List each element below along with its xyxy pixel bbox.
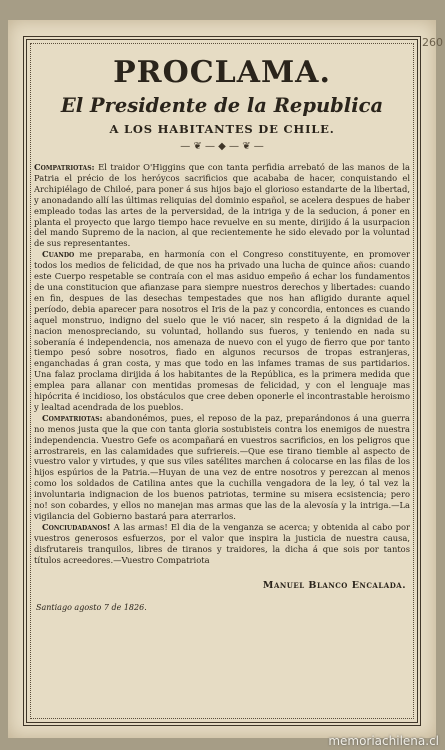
ornament-divider: — ❦ — ◆ — ❦ — bbox=[180, 141, 264, 152]
paragraph bbox=[34, 249, 410, 413]
paragraph-lead: Compatriotas: bbox=[34, 162, 95, 172]
paragraph bbox=[34, 413, 410, 522]
document-subtitle: El Presidente de la Republica bbox=[60, 94, 384, 117]
document-content bbox=[34, 52, 410, 720]
document-title: PROCLAMA. bbox=[113, 55, 331, 90]
paragraph-lead: Cuando bbox=[42, 249, 75, 260]
paragraph-lead: Compatriotas: bbox=[42, 412, 103, 423]
signature: Manuel Blanco Encalada. bbox=[262, 579, 406, 591]
archive-number: 260 bbox=[422, 36, 443, 49]
watermark: memoriachilena.cl bbox=[328, 734, 439, 748]
paragraph bbox=[34, 162, 410, 249]
paragraph-text: A las armas! El dia de la venganza se acerca; y obtenida al cabo por vuestros generosos esfuerzos, por el valor que inspira la justicia de nuestra causa, disfrutareis tranquilos, libres de tiranos y traidores, la dicha á que sois por tantos títulos acreedores.—Vuestro Compatriota bbox=[34, 521, 410, 565]
paragraph-text: me preparaba, en harmonía con el Congreso constituyente, en promover todos los medios de felicidad, de que nos ha privado una lucha de quince años: cuando este Cuerpo respetable se contraía con el mas asiduo empeño á echar los fundamentos de una constitucion que afianzase para siempre nuestros derechos y libertades: cuando en fin, despues de las desechas tempestades que nos han afligido durante aquel período, debia aparecer para nosotros el Iris de la paz y concordia, entonces es cuando aquel monstruo, indigno del suelo que le vió nacer, sin respeto á la dignidad de la nacion menospreciando, su voluntad, hollando sus fueros, y teniendo en nada su soberanía é independencia, nos amenaza de nuevo con el yugo de fierro que por tanto tiempo pesó sobre nosotros, fiado en algunos recursos de tropas estranjeras, enganchadas á gran costa, y mas que todo en las infames tramas de sus partidarios. Una falaz proclama dirijida á los habitantes de la República, es la primera medida que emplea para allanar con mentidas promesas de felicidad, y con el lenguaje mas hipócrita é incidioso, los obstáculos que cree deben oponerle el incontrastable heroismo y lealtad acendrada de los pueblos. bbox=[34, 249, 410, 412]
place-date: Santiago agosto 7 de 1826. bbox=[36, 602, 147, 612]
paragraph-lead: Conciudadanos! bbox=[42, 521, 111, 532]
addressee-line: A LOS HABITANTES DE CHILE. bbox=[109, 122, 335, 136]
paragraph-text: abandonémos, pues, el reposo de la paz, preparándonos á una guerra no menos justa que la que con tanta gloria sostubisteis contra los enemigos de nuestra independencia. Vuestro Gefe os acompañará en vuestros sacrificios, en los peligros que arrostrareis, en las calamidades que sufriereis.—Que ese tirano tiemble al aspecto de vuestro valor y virtudes, y que sus viles satélites marchen á colocarse en las filas de los hijos espúrios de la Patria.—Huyan de una vez de entre nosotros y perezcan al menos como los soldados de Catilina antes que la cuchilla vengadora de la ley, ó tal vez la involuntaria indignacion de los buenos patriotas, termine su misera ecsistencia; pero no! son cobardes, y ellos no manejan mas armas que las de la alevosía y la intriga.—La vigilancia del Gobierno bastará para aterrarlos. bbox=[34, 412, 410, 521]
paragraph-text: El traidor O'Higgins que con tanta perfidia arrebató de las manos de la Patria el précio de los heróycos sacrificios que acababa de hacer, conquistando el Archipiélago de Chiloé, para poner á sus hijos bajo el glorioso estandarte de la libertad, y anonadando allí las últimas reliquias del dominio español, se acelera despues de haber empleado todas las artes de la perversidad, de la intriga y de la seducion, á poner en planta el proyecto que largo tiempo hace revuelve en su mente, dirijido á la usurpacion del mando Supremo de la nacion, al que recientemente he sido elevado por la voluntad de sus representantes. bbox=[34, 162, 410, 249]
proclamation-body bbox=[34, 162, 410, 566]
paragraph bbox=[34, 522, 410, 566]
